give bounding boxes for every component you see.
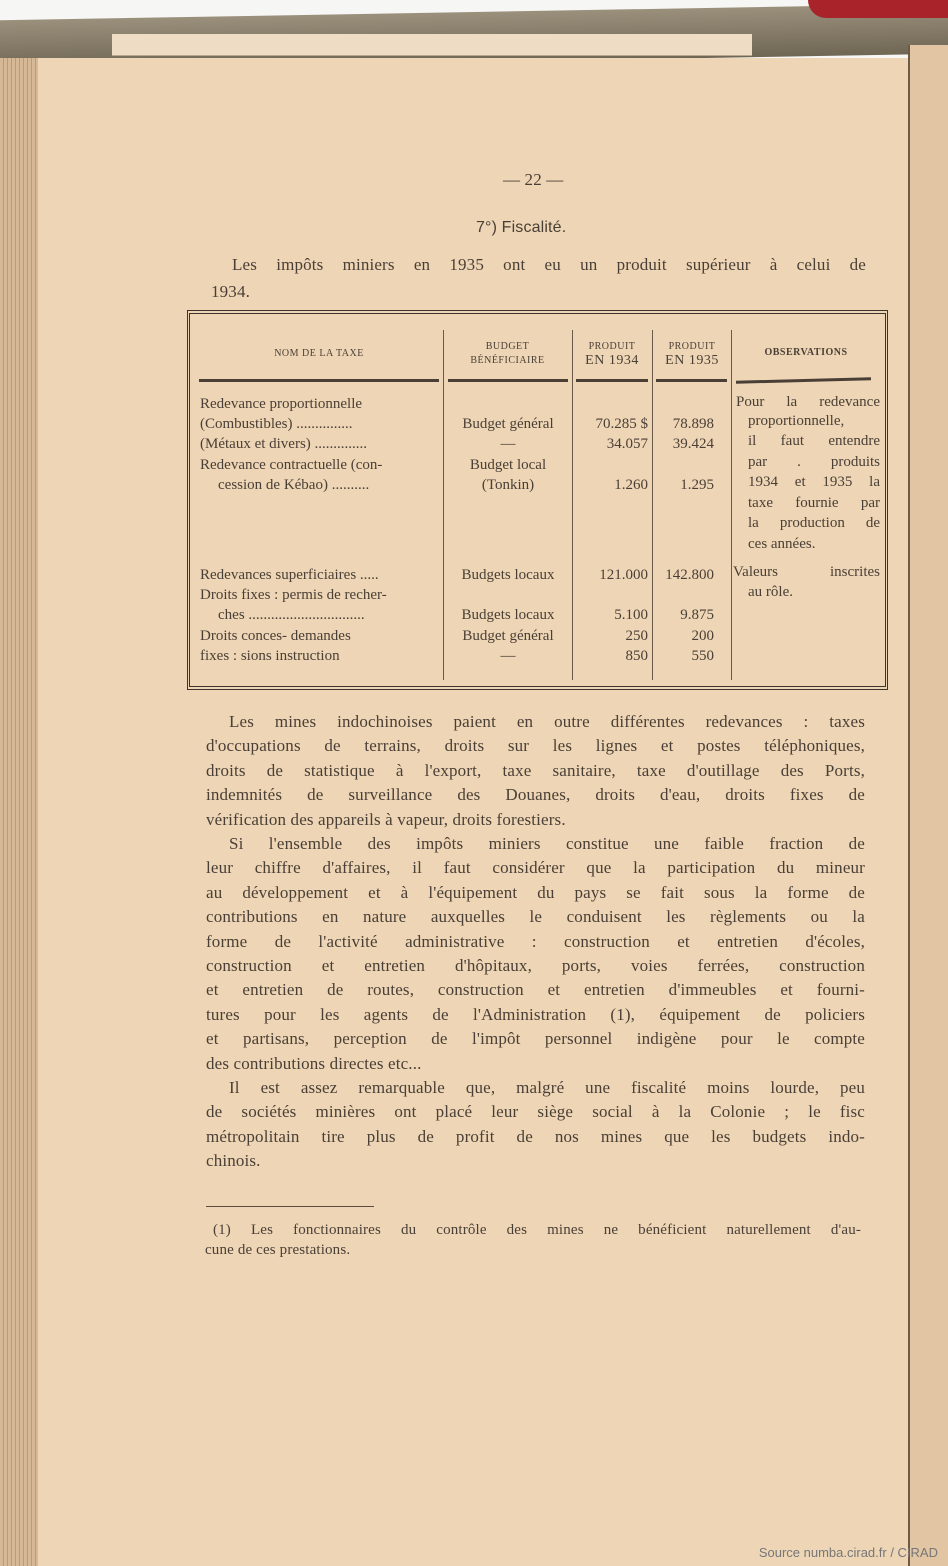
body-text-line: Si l'ensemble des impôts miniers constitue une faible fraction de [229, 834, 865, 853]
value-1935-cell: 39.424 [672, 436, 714, 452]
body-text-line: construction et entretien d'hôpitaux, ports, voies ferrées, construction [206, 956, 865, 975]
page-edges-right [908, 45, 948, 1566]
tax-name-cell: Redevances superficiaires ..... [200, 567, 379, 583]
budget-cell: Budget général [462, 628, 554, 644]
observation-line: proportionnelle, [748, 413, 845, 429]
body-text-line: d'occupations de terrains, droits sur les lignes et postes téléphoniques, [206, 736, 865, 756]
body-text-line: de sociétés minières ont placé leur siège social à la Colonie ; le fisc [206, 1102, 865, 1122]
body-text-line: vérification des appareils à vapeur, droits forestiers. [206, 809, 566, 829]
observation-line: Pour la redevance [736, 394, 880, 410]
value-1935-cell: 200 [691, 628, 714, 644]
body-text-line: et entretien de routes, construction et entretien d'immeubles et fourni- [206, 980, 865, 1000]
header-budget: BUDGET BÉNÉFICIAIRE [470, 341, 545, 366]
body-text-line: leur chiffre d'affaires, il faut considérer que la participation du mineur [206, 858, 865, 878]
body-text-line: tures pour les agents de l'Administration (1), équipement de policiers [206, 1004, 865, 1024]
value-1934-cell: 850 [625, 648, 648, 664]
observation-line: au rôle. [748, 584, 793, 600]
tax-name-cell: Redevance contractuelle (con- [200, 457, 383, 473]
value-1934-cell: 1.260 [614, 477, 648, 493]
budget-cell: — [500, 648, 516, 664]
tax-name-cell: ches ............................... [218, 607, 365, 623]
body-text-line: Les mines indochinoises paient en outre différentes redevances : taxes [229, 712, 865, 731]
value-1935-cell: 78.898 [672, 416, 714, 432]
intro-line: 1934. [211, 282, 250, 301]
budget-cell: (Tonkin) [481, 477, 535, 493]
observation-line: Valeurs inscrites [733, 564, 880, 580]
body-text-line: et partisans, perception de l'impôt personnel indigène pour le compte [206, 1029, 865, 1049]
tax-name-cell: Redevance proportionnelle [200, 396, 363, 412]
header-1935: PRODUIT EN 1935 [665, 341, 719, 368]
budget-cell: Budgets locaux [461, 607, 555, 623]
footnote-rule [206, 1206, 374, 1207]
bookmark-ribbon [808, 0, 948, 18]
footnote-line: cune de ces prestations. [205, 1242, 351, 1258]
value-1934-cell: 250 [625, 628, 648, 644]
body-text-line: Il est assez remarquable que, malgré une fiscalité moins lourde, peu [229, 1078, 865, 1097]
page-edges-left [0, 58, 38, 1566]
value-1935-cell: 9.875 [680, 607, 714, 623]
value-1934-cell: 34.057 [606, 436, 648, 452]
footnote-line: (1) Les fonctionnaires du contrôle des mines ne bénéficient naturellement d'au- [213, 1222, 861, 1238]
body-text-line: métropolitain tire plus de profit de nos mines que les budgets indo- [206, 1126, 865, 1146]
value-1934-cell: 121.000 [599, 567, 648, 583]
body-text-line: indemnités de surveillance des Douanes, droits d'eau, droits fixes de [206, 785, 865, 805]
body-text-line: chinois. [206, 1151, 261, 1171]
observation-line: il faut entendre [748, 433, 880, 449]
page-number: — 22 — [503, 170, 564, 189]
body-text-line: forme de l'activité administrative : construction et entretien d'écoles, [206, 931, 865, 951]
header-1934: PRODUIT EN 1934 [585, 341, 639, 368]
observation-line: ces années. [748, 536, 816, 552]
body-text-line: contributions en nature auxquelles le conduisent les règlements ou la [206, 907, 865, 927]
budget-cell: Budget local [469, 457, 547, 473]
budget-cell: Budgets locaux [461, 567, 555, 583]
body-text-line: au développement et à l'équipement du pays se fait sous la forme de [206, 882, 865, 902]
tax-name-cell: Droits fixes : permis de recher- [200, 587, 387, 603]
tax-name-cell: (Combustibles) ............... [200, 416, 353, 432]
body-text-line: droits de statistique à l'export, taxe sanitaire, taxe d'outillage des Ports, [206, 760, 865, 780]
intro-line: Les impôts miniers en 1935 ont eu un produit supérieur à celui de [232, 255, 866, 274]
header-name: NOM DE LA TAXE [274, 348, 364, 359]
tax-name-cell: Droits conces- demandes [200, 628, 351, 644]
tax-name-cell: fixes : sions instruction [200, 648, 340, 664]
budget-cell: — [500, 436, 516, 452]
value-1934-cell: 70.285 $ [595, 416, 648, 432]
source-credit: Source numba.cirad.fr / CIRAD [758, 1545, 938, 1560]
observation-line: taxe fournie par [748, 495, 880, 511]
budget-cell: Budget général [462, 416, 554, 432]
value-1934-cell: 5.100 [614, 607, 648, 623]
tax-name-cell: (Métaux et divers) .............. [200, 436, 368, 452]
observation-line: 1934 et 1935 la [748, 474, 880, 490]
section-title: 7°) Fiscalité. [476, 219, 567, 236]
value-1935-cell: 1.295 [680, 477, 714, 493]
paper-slip [112, 34, 752, 56]
tax-name-cell: cession de Kébao) .......... [218, 477, 370, 493]
header-observations: OBSERVATIONS [764, 347, 848, 358]
observation-line: la production de [748, 515, 880, 531]
value-1935-cell: 142.800 [665, 567, 714, 583]
body-text-line: des contributions directes etc... [206, 1053, 422, 1073]
observation-line: par . produits [748, 454, 880, 470]
value-1935-cell: 550 [691, 648, 714, 664]
